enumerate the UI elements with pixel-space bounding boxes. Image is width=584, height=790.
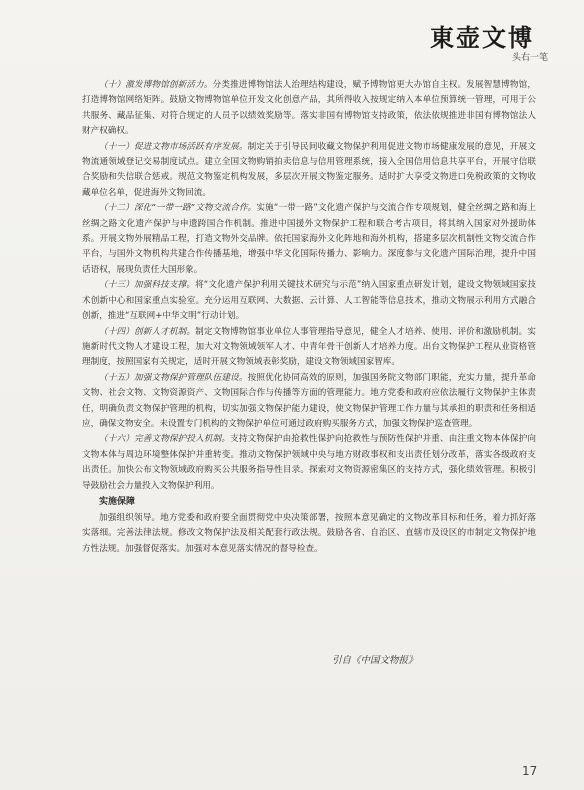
logo-signature: 头右一笔 (512, 53, 549, 63)
paragraph-museum-vitality (82, 78, 536, 140)
paragraph-heading: （十三）加强科技支撑。 (99, 280, 196, 291)
paragraph-text: 实施“一带一路”文化遗产保护与交流合作专项规划，健全丝绸之路和海上丝绸之路文化遗产保护与申遗跨国合作机制。推进中国援外文物保护工程和联合考古项目，将其纳入国家对外援助体系。开展文物外展精品工程，打造文物外交品牌。依托国家海外文化阵地和海外机构，搭建多层次机制性文物交流合作平台，与国外文物机构共建合作传播基地，增强中华文化国际传播力、影响力。深度参与文化遗产国际治理，提升中国话语权，展现负责任大国形象。 (82, 203, 536, 275)
paragraph-heading: （十四）创新人才机制。 (99, 326, 196, 337)
paragraph-team-building (82, 371, 536, 433)
paragraph-heading: （十六）完善文物保护投入机制。 (99, 434, 231, 445)
page-number: 17 (522, 764, 538, 778)
paragraph-text: 制定关于引导民间收藏文物保护利用促进文物市场健康发展的意见，开展文物流通领域登记交易制度试点。建立全国文物购销拍卖信息与信用管理系统，接入全国信用信息共享平台，开展守信联合奖励和失信联合惩戒。规范文物鉴定机构发展，多层次开展文物鉴定服务。适时扩大享受文物进口免税政策的文物收藏单位名单，促进海外文物回流。 (82, 141, 536, 198)
paragraph-relic-market (82, 140, 536, 202)
paragraph-belt-road (82, 201, 536, 278)
paragraph-implementation: 加强组织领导。地方党委和政府要全面贯彻党中央决策部署，按照本意见确定的文物改革目标和任务，着力抓好落实落细。完善法律法规。修改文物保护法及相关配套行政法规。鼓励各省、自治区、直辖市及设区的市制定文物保护地方性法规。加强督促落实。加强对本意见落实情况的督导检查。 (82, 512, 536, 554)
paragraph-text: 按照优化协同高效的原则，加强国务院文物部门职能，充实力量，提升革命文物、社会文物、文物资源资产、文物国际合作与传播等方面的管理能力。地方党委和政府应依法履行文物保护主体责任，明确负责文物保护管理的机构，切实加强文物保护能力建设，使文物保护管理工作力量与其承担的职责和任务相适应，确保文物安全。未设置专门机构的文物保护单位可通过政府购买服务方式，加强文物保护巡查管理。 (82, 372, 536, 429)
article-body (82, 78, 536, 557)
paragraph-text: 支持文物保护由抢救性保护向抢救性与预防性保护并重、由注重文物本体保护向文物本体与周边环境整体保护并重转变。推动文物保护领域中央与地方财政事权和支出责任划分改革，落实各级政府支出责任。加快公布文物领域政府购买公共服务指导性目录。探索对文物资源密集区的支持方式，强化绩效管理。积极引导鼓励社会力量投入文物保护利用。 (82, 434, 536, 491)
paragraph-talent (82, 325, 536, 371)
paragraph-text: 制定文物博物馆事业单位人事管理指导意见，健全人才培养、使用、评价和激励机制。实施新时代文物人才建设工程，加大对文物领域领军人才、中青年骨干创新人才培养力度。出台文物保护工程从业资格管理制度，按照国家有关规定，适时开展文物领域表彰奖励，建设文物领域国家智库。 (82, 326, 536, 368)
paragraph-heading: （十一）促进文物市场活跃有序发展。 (99, 141, 248, 152)
paragraph-text: 分类推进博物馆法人治理结构建设，赋予博物馆更大办馆自主权。发展智慧博物馆，打造博物馆网络矩阵。鼓励文物博物馆单位开发文化创意产品，其所得收入按规定纳入本单位预算统一管理，可用于公共服务、藏品征集、对符合规定的人员予以绩效奖励等。落实非国有博物馆支持政策，依法依规推进非国有博物馆法人财产权确权。 (82, 80, 536, 137)
paragraph-heading: （十二）深化“一带一路”文物交流合作。 (99, 203, 257, 214)
publication-logo: 東壶文博 (430, 23, 534, 52)
paragraph-technology (82, 278, 536, 324)
paragraph-heading: （十）激发博物馆创新活力。 (99, 80, 213, 90)
paragraph-investment (82, 432, 536, 494)
source-citation: 引自《中国文物报》 (332, 655, 418, 666)
paragraph-text: 将“文化遗产保护利用关键技术研究与示范”纳入国家重点研发计划，建设文物领域国家技术创新中心和国家重点实验室。充分运用互联网、大数据、云计算、人工智能等信息技术，推动文物展示利用方式融合创新，推进“互联网+中华文明”行动计划。 (82, 280, 536, 322)
paragraph-heading: （十五）加强文物保护管理队伍建设。 (99, 372, 248, 383)
section-title: 实施保障 (99, 496, 136, 507)
